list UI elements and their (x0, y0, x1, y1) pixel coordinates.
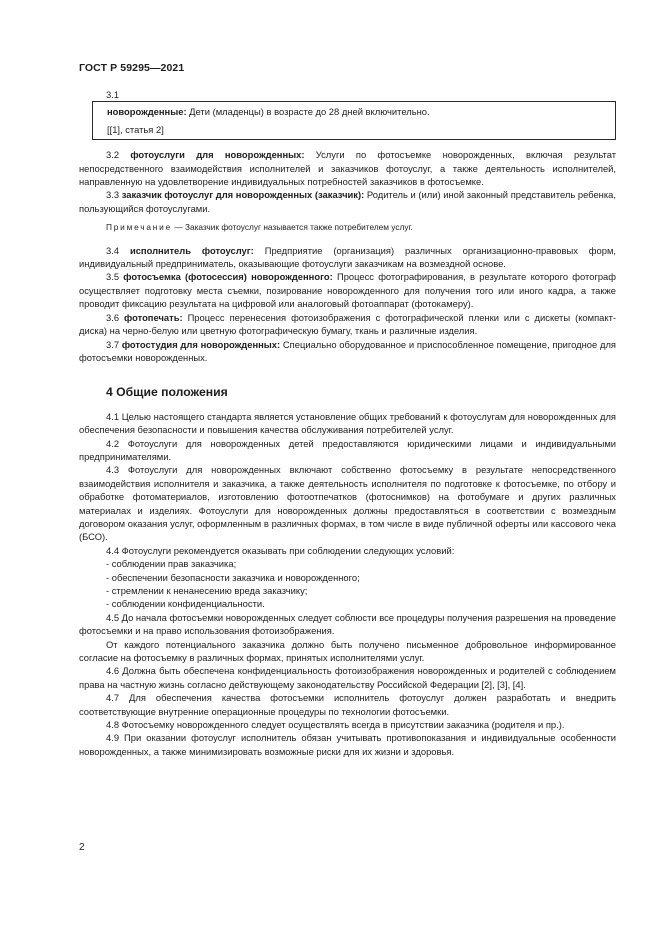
definition-3-2: 3.2 фотоуслуги для новорожденных: Услуги по фотосъемке новорожденных, включая результат непосредственного взаимодействия исполнителей и заказчиков фотоуслуг, а также деятельность исполнителей, направленную на удовлетворение индивидуальных потребностей заказчиков в фотосъемке. (79, 149, 617, 188)
list-item: - соблюдении конфиденциальности. (106, 598, 265, 610)
paragraph-4-2: 4.2 Фотоуслуги для новорожденных детей предоставляются юридическими лицами и индивидуальными предпринимателями. (79, 437, 616, 462)
list-item: - обеспечении безопасности заказчика и новорожденного; (106, 571, 360, 583)
definition-reference: [[1], статья 2] (107, 123, 164, 135)
conditions-list (79, 557, 616, 611)
definition-3-5: 3.5 фотосъемка (фотосессия) новорожденного: Процесс фотографирования, в результате которого фотограф осуществляет подготовку места съемки, позирование новорожденного для получения того или иного кадра, а также проводит фиксацию результата на цифровой или аналоговый фотоаппарат (фотокамеру). (79, 271, 616, 310)
note: Примечание — Заказчик фотоуслуг называется также потребителем услуг. (106, 222, 413, 233)
term-photo-print: фотопечать: (124, 311, 183, 323)
paragraph-4-6: 4.6 Должна быть обеспечена конфиденциальность фотоизображения новорожденных и родителей с соблюдением права на частную жизнь согласно действующему законодательству Российской Федерации [2], [3], [4]. (79, 665, 616, 690)
term-customer: заказчик фотоуслуг для новорожденных (заказчик): (121, 189, 365, 201)
list-item: - соблюдении прав заказчика; (106, 558, 237, 570)
definition-3-6: 3.6 фотопечать: Процесс перенесения фотоизображения с фотографической пленки или с дискеты (компакт-диска) на черно-белую или цветную фотографическую бумагу, ткань и различные изделия. (79, 311, 616, 337)
paragraph-4-7: 4.7 Для обеспечения качества фотосъемки исполнитель фотоуслуг должен разработать и внедрить соответствующие внутренние операционные процедуры по технологии фотосъемки. (79, 692, 616, 717)
term-photo-session: фотосъемка (фотосессия) новорожденного: (123, 271, 333, 283)
paragraph-4-4: 4.4 Фотоуслуги рекомендуется оказывать при соблюдении следующих условий: (106, 544, 455, 556)
term-contractor: исполнитель фотоуслуг: (129, 244, 254, 256)
definition-3-3: 3.3 заказчик фотоуслуг для новорожденных (заказчик): Родитель и (или) иной законный представитель ребенка, пользующийся фотоуслугами. (79, 189, 616, 214)
paragraph-4-5-consent: От каждого потенциального заказчика должно быть получено письменное добровольное информированное согласие на фотосъемку в различных формах, принятых исполнителями услуг. (79, 638, 616, 664)
term-photo-services: фотоуслуги для новорожденных: (130, 149, 305, 161)
paragraph-4-3: 4.3 Фотоуслуги для новорожденных включают собственно фотосъемку в результате непосредственного взаимодействия исполнителя и заказчика, а также деятельность исполнителя по подготовке к фотосъемке, по отбору и обработке фотоматериалов, изготовлению фотоотпечатков (фотоснимков) на фотобумаге и других различных материалах и изделиях. Фотоуслуги для новорожденных должны предоставляться в соответствии с возмездным договором оказания услуг, оформленным в различных формах, в том числе в виде публичной оферты или кассового чека (БСО). (79, 464, 616, 543)
definition-text: Дети (младенцы) в возрасте до 28 дней включительно. (186, 106, 430, 118)
term-photo-studio: фотостудия для новорожденных: (121, 338, 281, 350)
definition-3-4: 3.4 исполнитель фотоуслуг: Предприятие (организация) различных организационно-правовых форм, индивидуальный предприниматель, оказывающие фотоуслуги заказчикам на возмездной основе. (79, 244, 616, 270)
term-newborns: новорожденные: (107, 106, 187, 118)
paragraph-4-8: 4.8 Фотосъемку новорожденного следует осуществлять всегда в присутствии заказчика (родителя и пр.). (106, 719, 565, 731)
document-header: ГОСТ Р 59295—2021 (79, 62, 185, 74)
note-label: Примечание (106, 222, 173, 233)
document-body (79, 88, 616, 758)
term-number-3-1: 3.1 (106, 89, 120, 100)
paragraph-4-9: 4.9 При оказании фотоуслуг исполнитель обязан учитывать противопоказания и индивидуальные особенности новорожденных, а также минимизировать возможные риски для их жизни и здоровья. (79, 732, 616, 757)
page-number: 2 (79, 842, 85, 853)
paragraph-4-5: 4.5 До начала фотосъемки новорожденных следует соблюсти все процедуры получения разрешения на проведение фотосъемки и на право использования фотоизображения. (79, 611, 616, 637)
definition-3-7: 3.7 фотостудия для новорожденных: Специально оборудованное и приспособленное помещение, пригодное для фотосъемки новорожденных. (79, 338, 616, 363)
definition-box (92, 101, 616, 140)
paragraph-4-1: 4.1 Целью настоящего стандарта является установление общих требований к фотоуслугам для новорожденных для обеспечения безопасности и повышения качества обслуживания потребителей услуг. (79, 410, 616, 436)
list-item: - стремлении к ненанесению вреда заказчику; (106, 585, 308, 596)
definition-3-1 (107, 105, 611, 118)
section-title: 4 Общие положения (106, 385, 228, 400)
